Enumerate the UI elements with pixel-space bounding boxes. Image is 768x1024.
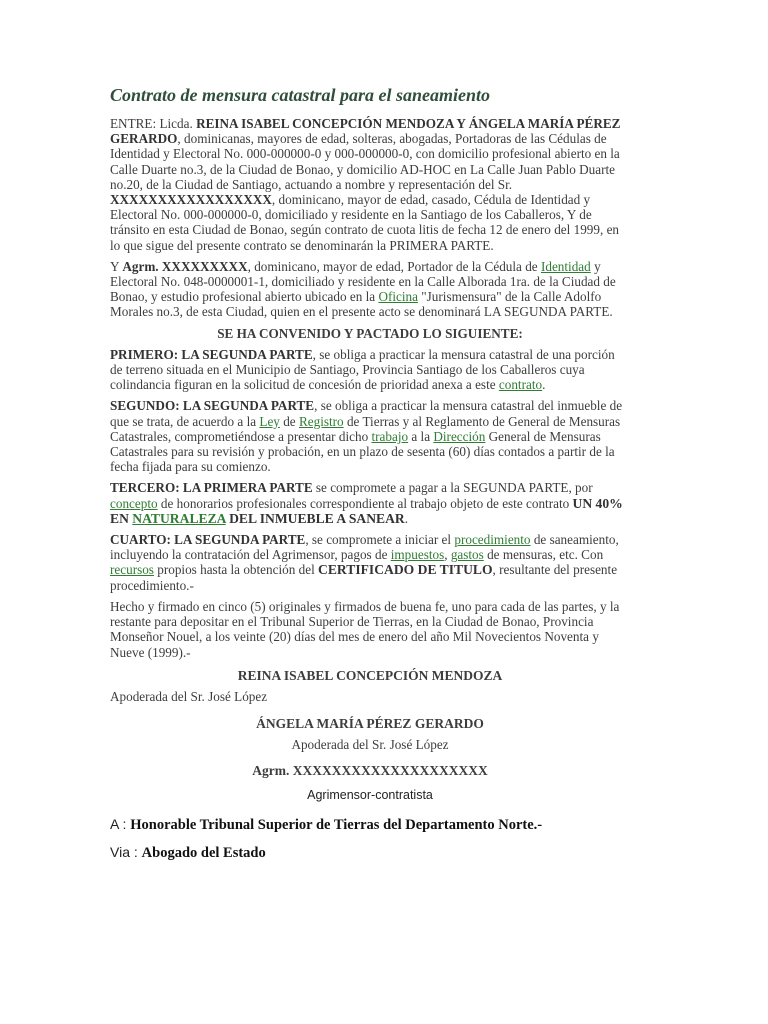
addressee-label: A : [110, 815, 131, 832]
segundo-text-1: , se obliga a practicar la mensura catastral del inmueble de que se trata, de acuerdo a la [110, 398, 623, 429]
parties-text-1: , dominicanas, mayores de edad, solteras, abogadas, Portadoras de las Cédulas de Identidad y Electoral No. 000-000000-0 y 000-000000-0, con domicilio profesional abierto en la Calle Duarte no.3, de la Ciudad de Bonao, y domicilio AD-HOC en La Calle Juan Pablo Duarte no.20, de la Ciudad de Santiago, actuando a nombre y representación del Sr. [110, 131, 620, 192]
segundo-label: SEGUNDO: LA SEGUNDA PARTE [110, 398, 315, 414]
link-concepto[interactable]: concepto [110, 495, 158, 511]
cuarto-bold-1: CERTIFICADO DE TITULO [318, 562, 493, 578]
link-contrato[interactable]: contrato [498, 377, 543, 393]
tercero-bold-2: DEL INMUEBLE A SANEAR [225, 510, 405, 526]
link-recursos[interactable]: recursos [110, 562, 154, 578]
link-oficina[interactable]: Oficina [378, 289, 418, 305]
signature-3-role: Agrimensor-contratista [307, 787, 433, 802]
parties-text-2: , dominicano, mayor de edad, casado, Cédula de Identidad y Electoral No. 000-000000-0, domiciliado y residente en la Santiago de los Caballeros, Y de tránsito en esta Ciudad de Bonao, según contrato de cuota litis de fecha 12 de enero del 1999, en lo que sigue del presente contrato se denominarán la PRIMERA PARTE. [110, 192, 620, 253]
link-direccion[interactable]: Dirección [433, 428, 486, 444]
paragraph-surveyor [110, 259, 630, 320]
link-procedimiento[interactable]: procedimiento [454, 532, 531, 548]
cuarto-text-4: de mensuras, etc. Con [483, 547, 604, 563]
surveyor-text-3: "Jurismensura" de la Calle Adolfo Morales no.3, de esta Ciudad, quien en el presente acto se denominará LA SEGUNDA PARTE. [110, 289, 613, 320]
tercero-bold-1: UN 40% EN [110, 495, 623, 526]
via-line [110, 845, 630, 861]
segundo-text-5: General de Mensuras Catastrales para su revisión y probación, en un plazo de sesenta (60) días contados a partir de la fecha fijada para su comienzo. [110, 428, 615, 475]
cuarto-text-2: de saneamiento, incluyendo la contratación del Agrimensor, pagos de [110, 532, 619, 563]
surveyor-lead: Y [110, 258, 123, 274]
cuarto-label: CUARTO: LA SEGUNDA PARTE [110, 532, 306, 548]
surveyor-text-2: y Electoral No. 048-0000001-1, domiciliado y residente en la Calle Alborada 1ra. de la Ciudad de Bonao, y estudio profesional abierto ubicado en la [110, 258, 616, 305]
client-name: XXXXXXXXXXXXXXXXX [110, 192, 272, 208]
cuarto-text-5: propios hasta la obtención del [153, 562, 319, 578]
link-gastos[interactable]: gastos [450, 547, 484, 563]
surveyor-text-1: , dominicano, mayor de edad, Portador de la Cédula de [247, 258, 541, 274]
segundo-text-2: de [279, 413, 299, 429]
via-label: Via : [110, 844, 142, 861]
via-value: Abogado del Estado [141, 845, 266, 862]
link-impuestos[interactable]: impuestos [390, 547, 445, 563]
signature-3-name: Agrm. XXXXXXXXXXXXXXXXXXXX [252, 762, 488, 778]
lawyer-names: REINA ISABEL CONCEPCIÓN MENDOZA Y ÁNGELA MARÍA PÉREZ GERARDO [110, 116, 621, 147]
paragraph-parties [110, 116, 630, 253]
segundo-text-4: a la [408, 428, 434, 444]
clause-segundo [110, 398, 630, 474]
clause-cuarto [110, 532, 630, 593]
document-title: Contrato de mensura catastral para el saneamiento [110, 85, 491, 105]
signature-2-name: ÁNGELA MARÍA PÉREZ GERARDO [256, 716, 484, 732]
clause-primero [110, 347, 630, 393]
closing-paragraph: Hecho y firmado en cinco (5) originales y firmados de buena fe, uno para cada de las partes, y la restante para depositar en el Tribunal Superior de Tierras, en la Ciudad de Bonao, Provincia Monseñor Nouel, a los veinte (20) días del mes de enero del año Mil Novecientos Noventa y Nueve (1999).- [110, 598, 620, 660]
link-trabajo[interactable]: trabajo [371, 428, 409, 444]
signature-1-name: REINA ISABEL CONCEPCIÓN MENDOZA [237, 667, 503, 683]
link-naturaleza[interactable]: NATURALEZA [132, 510, 226, 526]
primero-text-2: . [542, 377, 546, 393]
tercero-text-2: de honorarios profesionales correspondiente al trabajo objeto de este contrato [157, 495, 573, 511]
agreement-heading: SE HA CONVENIDO Y PACTADO LO SIGUIENTE: [217, 325, 523, 341]
tercero-text-3: . [404, 510, 409, 526]
clause-tercero [110, 480, 630, 526]
signature-1-role: Apoderada del Sr. José López [110, 688, 268, 704]
tercero-label: TERCERO: LA PRIMERA PARTE [110, 480, 313, 496]
document-body [110, 84, 630, 861]
parties-lead: ENTRE: Licda. [110, 116, 197, 131]
link-registro[interactable]: Registro [298, 413, 344, 429]
cuarto-text-1: , se compromete a iniciar el [305, 532, 455, 548]
cuarto-text-3: , [444, 547, 451, 563]
addressee-line [110, 817, 630, 833]
link-identidad[interactable]: Identidad [540, 258, 591, 274]
tercero-text-1: se compromete a pagar a la SEGUNDA PARTE, por [312, 480, 593, 496]
addressee-value: Honorable Tribunal Superior de Tierras del Departamento Norte.- [130, 816, 543, 833]
surveyor-name: Agrm. XXXXXXXXX [122, 258, 248, 274]
signature-2-role: Apoderada del Sr. José López [291, 737, 449, 753]
primero-text-1: , se obliga a practicar la mensura catastral de una porción de terreno situada en el Municipio de Santiago, Provincia Santiago de los Caballeros cuya colindancia figuran en la solicitud de concesión de prioridad anexa a este [110, 346, 615, 393]
link-ley[interactable]: Ley [259, 413, 280, 429]
segundo-text-3: de Tierras y al Reglamento de General de Mensuras Catastrales, comprometiéndose a presentar dicho [110, 413, 621, 444]
cuarto-text-6: , resultante del presente procedimiento.- [110, 562, 618, 593]
primero-label: PRIMERO: LA SEGUNDA PARTE [110, 346, 313, 362]
